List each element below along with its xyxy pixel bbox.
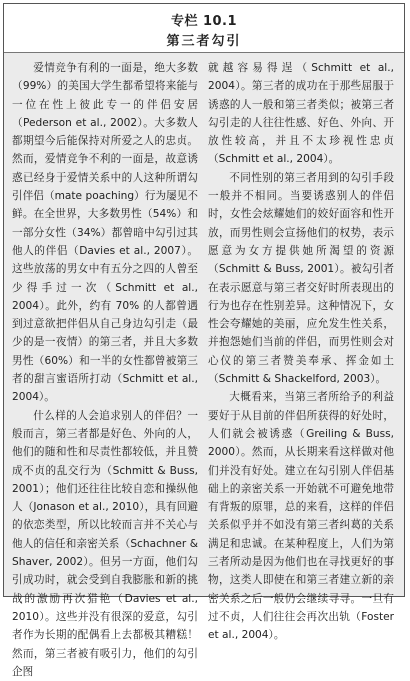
paragraph: 大概看来，当第三者所给予的利益要好于从目前的伴侣所获得的好处时，人们就会被诱惑（Greiling & Buss, 2000）。然而，从长期来看这样做对他们并没有好处。建立在勾引别人伴侣基础上的亲密关系一开始就不可避免地带有背叛的原罪，总的来看，这样的伴侣关系似乎并不如没有第三者纠葛的关系满足和忠诚。在某种程度上，人们为第三者所动是因为他们也在寻找更好的事物，这类人即使在和第三者建立新的亲密关系之后一般仍会继续寻寻。一旦有过不贞，人们往往会再次出轨（Foster et al., 2004）。: [208, 391, 394, 642]
box-title: 第三者勾引: [166, 34, 242, 49]
box-label: 专栏 10.1: [170, 14, 238, 29]
paragraph: 爱情竞争有利的一面是，绝大多数（99%）的美国大学生都希望将来能与一位在性上彼此专一的伴侣安居（Pederson et al., 2002）。大多数人都期望今后能保持对所爱之人的忠贞。然而，爱情竞争不利的一面是，故意诱惑已经身于爱情关系中的人这种所谓勾引伴侣（mate poaching）行为屡见不鲜。在全世界，大多数男性（54%）和一部分女性（34%）都曾暗中勾引过其他人的伴侣（Davies et al., 2007）。这些放荡的男女中有五分之四的人曾至少得手过一次（Schmitt et al., 2004）。此外，约有 70% 的人都曾遇到过意欲把伴侣从自己身边勾引走（最少的是一夜情）的第三者，并且大多数男性（60%）和一半的女性都曾被第三者的甜言蜜语所打动（Schmitt et al., 2004）。: [12, 62, 198, 404]
right-column: [208, 59, 394, 645]
box-header: [4, 4, 404, 53]
paragraph-continued: 就越容易得逞（Schmitt et al., 2004）。第三者的成功在于那些屈服于诱惑的人一般和第三者类似；被第三者勾引走的人往往性感、好色、外向、开放性较高，并且不太珍视性忠贞（Schmitt et al., 2004）。: [208, 62, 394, 166]
paragraph: 什么样的人会追求别人的伴侣？一般而言，第三者都是好色、外向的人，他们的随和性和尽责性都较低，并且赞成不贞的乱交行为（Schmitt & Buss, 2001）；他们还往往比较自恋和操纵他人（Jonason et al., 2010），具有回避的依恋类型，所以比较而言并不关心与他人的信任和亲密关系（Schachner & Shaver, 2002）。但另一方面，他们勾引成功时，就会受到自我膨胀和新的挑战的激励再次猎艳（Davies et al., 2010）。这些并没有很深的爱意，勾引者作为长期的配偶看上去都极其糟糕！然而，第三者被有吸引力，他们的勾引企图: [12, 409, 198, 678]
paragraph: 不同性别的第三者用到的勾引手段一般并不相同。当要诱惑别人的伴侣时，女性会炫耀她们的姣好面容和性开放，而男性则会宣扬他们的权势，表示愿意为女方提供她所渴望的资源（Schmitt & Buss, 2001）。被勾引者在表示愿意与第三者交好时所表现出的行为也存在性别差异。这种情况下，女性会夸耀她的美丽，应允发生性关系，并抱怨她们当前的伴侣，而男性则会对心仪的第三者赞美奉承、挥金如土（Schmitt & Shackelford, 2003）。: [208, 171, 394, 386]
left-column: [12, 59, 198, 681]
sidebar-box: [3, 3, 405, 678]
